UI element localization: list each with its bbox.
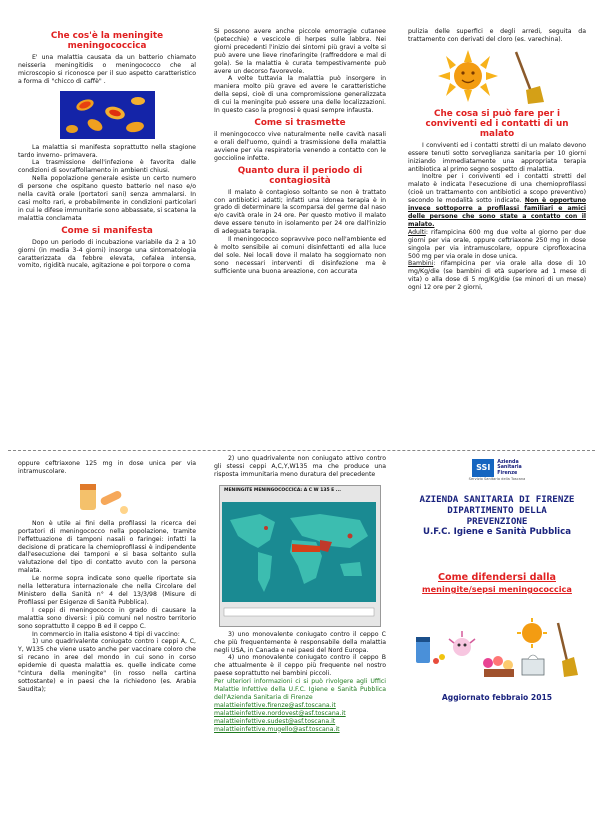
flower-icon	[483, 656, 514, 677]
logo-line: Firenze	[497, 470, 518, 476]
paragraph	[408, 173, 586, 228]
paragraph-adults	[408, 229, 586, 261]
paragraph: E' una malattia causata da un batterio chiamato neisseria meningitidis o meningococco che al microscopio si riconosce per il suo aspetto caratteristico a forma di "chicco di caffè" .	[18, 54, 196, 85]
sun-icon	[428, 46, 548, 106]
paragraph: La malattia si manifesta soprattutto nella stagione tardo inverno- primavera.	[18, 143, 196, 159]
unit-name: U.F.C. Igiene e Sanità Pubblica	[422, 527, 571, 537]
meningococcus-microscope-image	[60, 91, 155, 139]
logo-line: Sanitaria	[497, 465, 522, 471]
meningitis-belt-map	[219, 485, 381, 627]
microbe-icon	[449, 631, 475, 656]
adults-label: Adulti	[408, 228, 426, 236]
asl-logo	[408, 459, 586, 477]
paragraph: 4) uno monovalente coniugato contro il ceppo B che attualmente è il ceppo più frequente nel nostro paese soprattutto nei bambini piccoli.	[214, 654, 386, 678]
sun-and-broom-image	[408, 46, 586, 106]
department-name: DIPARTIMENTO DELLA PREVENZIONE	[447, 505, 547, 527]
organization-name: AZIENDA SANITARIA DI FIRENZE	[419, 494, 575, 505]
map-title: MENINGITE MENINGOCOCCICA: A C W 135 E ...	[224, 487, 341, 493]
logo-mark: SSI	[472, 459, 494, 477]
logo-text	[497, 460, 522, 477]
paragraph: pulizia delle superfici e degli arredi, seguita da trattamento con derivati del cloro (es. varechina).	[408, 28, 586, 43]
cover-icons	[412, 617, 582, 685]
bottom-column-2	[214, 455, 386, 734]
section-title-symptoms: Come si manifesta	[61, 225, 153, 236]
top-column-3	[408, 28, 586, 292]
world-map	[220, 500, 378, 620]
medicine-icon	[74, 480, 134, 516]
paragraph: A volte tuttavia la malattia può insorgere in maniera molto più grave ed avere le caratteristiche della sepsi, cioè di una compromissione generalizzata di cui la meningite può essere una delle localizzazioni. In questo caso la prognosi è quasi sempre infausta.	[214, 75, 386, 115]
paragraph: Il malato è contagioso soltanto se non è trattato con antibiotici adatti; infatti una idonea terapia è in grado di determinare la scomparsa del germe dal naso e/o cavità orale in 24 ore. Per questo motivo il malato deve essere tenuto in isolamento per 24 ore dall'inizio di adeguata terapia.	[214, 188, 386, 236]
paragraph: In commercio in Italia esistono 4 tipi di vaccino:	[32, 630, 180, 638]
bacteria-illustration	[60, 91, 155, 139]
top-column-1	[18, 28, 196, 270]
brochure-title: Come difendersi dalla	[438, 572, 556, 583]
children-text: : rifampicina per via orale alla dose di 10 mg/Kg/die (se bambini di età superiore ad 1 mese di vita) o alla dose di 5 mg/Kg/die (se minori di un mese) ogni 12 ore per 2 giorni,	[408, 260, 586, 292]
paragraph: Il meningococco sopravvive poco nell'ambiente ed è molto sensibile ai comuni disinfettanti ed alla luce del sole. Nei locali dove il malato ha soggiornato non sono necessari interventi di disinfezione ma è sufficiente una buona areazione, con accurata	[214, 236, 386, 275]
fold-divider	[8, 450, 595, 451]
email-link-nordovest[interactable]: malattieinfettive.nordovest@asf.toscana.it	[214, 709, 346, 717]
adults-text: : rifampicina 600 mg due volte al giorno per due giorni per via orale, oppure ceftriaxone 250 mg in dose singola per via intramuscolare, oppure ciprofloxacina 500 mg per via orale in dose unica.	[408, 228, 586, 260]
paragraph: 1) uno quadrivalente coniugato contro i ceppi A, C, Y, W135 che viene usato anche per vaccinare coloro che si recano in aree del mondo in cui sono in corso epidemie di questa malattia es. quelle indicate come "cintura della meningite" (in rosso nella cartina sottostante) e in paesi che la richiedono (es. Arabia Saudita);	[18, 638, 196, 693]
email-link-mugello[interactable]: malattieinfettive.mugello@asf.toscana.it	[214, 725, 340, 733]
top-column-2	[214, 28, 386, 276]
cover-illustrations	[408, 617, 586, 687]
paragraph-text: Inoltre per i conviventi ed i contatti stretti del malato è indicata l'esecuzione di una chemioprofilassi (cioè un trattamento con antibiotici a scopo preventivo) secondo le modalità sotto indicate.	[408, 173, 586, 205]
bottom-column-1	[18, 460, 196, 694]
email-link-firenze[interactable]: malattieinfettive.firenze@asf.toscana.it	[214, 701, 336, 709]
pill-bottle-icon	[416, 637, 445, 664]
updated-date: Aggiornato febbraio 2015	[441, 693, 553, 702]
paragraph-children	[408, 260, 586, 292]
paragraph: La trasmissione dell'infezione è favorita dalle condizioni di sovraffollamento in ambienti chiusi.	[18, 159, 196, 175]
logo-line: Azienda	[497, 459, 519, 465]
brochure-subtitle: meningite/sepsi meningococcica	[422, 584, 572, 594]
section-title-contagious-period: Quanto dura il periodo di contagiosità	[237, 165, 363, 186]
bottom-column-3-cover	[408, 455, 586, 702]
logo-subtitle: Servizio Sanitario della Toscana	[468, 477, 526, 481]
paragraph: 3) uno monovalente coniugato contro il ceppo C che più frequentemente è responsabile della malattia negli USA, in Canada e nei paesi del Nord Europa.	[214, 630, 386, 654]
contact-info: Per ulteriori informazioni ci si può rivolgere agli Uffici Malattie Infettive della U.F.C. Igiene e Sanità Pubblica dell'Azienda Sanitaria di Firenze	[214, 678, 386, 701]
email-link-sudest[interactable]: malattieinfettive.sudest@asf.toscana.it	[214, 717, 336, 725]
tissue-box-icon	[522, 655, 544, 675]
section-title-what-is: Che cos'è la meningite meningococcica	[50, 31, 164, 51]
paragraph: Si possono avere anche piccole emorragie cutanee (petecchie) e vescicole di herpes sulle labbra. Nei giorni precedenti l'inizio dei sintomi più gravi a volte si può avere une lieve rinofaringite (raffreddore e mal di gola). Se la malattia è curata tempestivamente può avere un decorso favorevole.	[214, 28, 386, 75]
section-title-transmission: Come si trasmette	[254, 117, 346, 128]
children-label: Bambini	[408, 260, 434, 268]
email-list	[214, 702, 386, 734]
paragraph: I conviventi ed i contatti stretti di un malato devono essere tenuti sotto sorveglianza sanitaria per 10 giorni iniziando immediatamente una appropriata terapia antibiotica al primo segno sospetto di malattia.	[408, 141, 586, 173]
paragraph: Le norme sopra indicate sono quelle riportate sia nella letteratura internazionale che nella Circolare del Ministero della Sanità n° 4 del 13/3/98 (Misure di Profilassi per Esigenze di Sanità Pubblica).	[18, 575, 196, 606]
paragraph: Nella popolazione generale esiste un certo numero di persone che ospitano questo batterio nel naso e/o nella cavità orale (portatori sani) senza ammalarsi. In casi molto rari, e probabilmente in condizioni particolari in cui le difese immunitarie sono abbassate, si scatena la malattia conclamata	[18, 175, 196, 222]
pills-image	[18, 480, 196, 518]
paragraph: I ceppi di meningococco in grado di causare la malattia sono diversi: i più comuni nel nostro territorio sono soprattutto il ceppo B ed il ceppo C.	[18, 606, 196, 630]
paragraph: 2) uno quadrivalente non coniugato attivo contro gli stessi ceppi A,C,Y,W135 ma che produce una risposta immunitaria meno duratura del precedente	[214, 455, 386, 478]
section-title-contacts: Che cosa si può fare per i conviventi ed i contatti di un malato	[425, 108, 569, 139]
sun-icon	[517, 618, 547, 648]
logo-box	[472, 459, 522, 477]
warning-text: Non è opportuno invece sottoporre a profilassi familiari e amici delle persone che sono state a contatto con il malato.	[408, 197, 586, 228]
paragraph: Dopo un periodo di incubazione variabile da 2 a 10 giorni (in media 3-4 giorni) insorge una sintomatologia caratterizzata da febbre elevata, cefalea intensa, vomito, rigidità nucale, agitazione e poi torpore o coma	[18, 238, 196, 270]
paragraph: Non è utile ai fini della profilassi la ricerca dei portatori di meningococco nella popolazione, tramite l'effettuazione di tamponi nasali o faringei: infatti la decisione di praticare la chemioprofilassi è indipendente dall'esecuzione dei tamponi e si basa soltanto sulla valutazione del tipo di contatto avuto con la persona malata.	[18, 519, 196, 575]
paragraph: oppure ceftriaxone 125 mg in dose unica per via intramuscolare.	[18, 460, 196, 475]
broom-icon	[558, 623, 578, 677]
paragraph: il meningococco vive naturalmente nelle cavità nasali e orali dell'uomo, quindi a trasmissione della malattia avviene per via respiratoria venendo a contatto con le goccioline infette.	[214, 130, 386, 162]
